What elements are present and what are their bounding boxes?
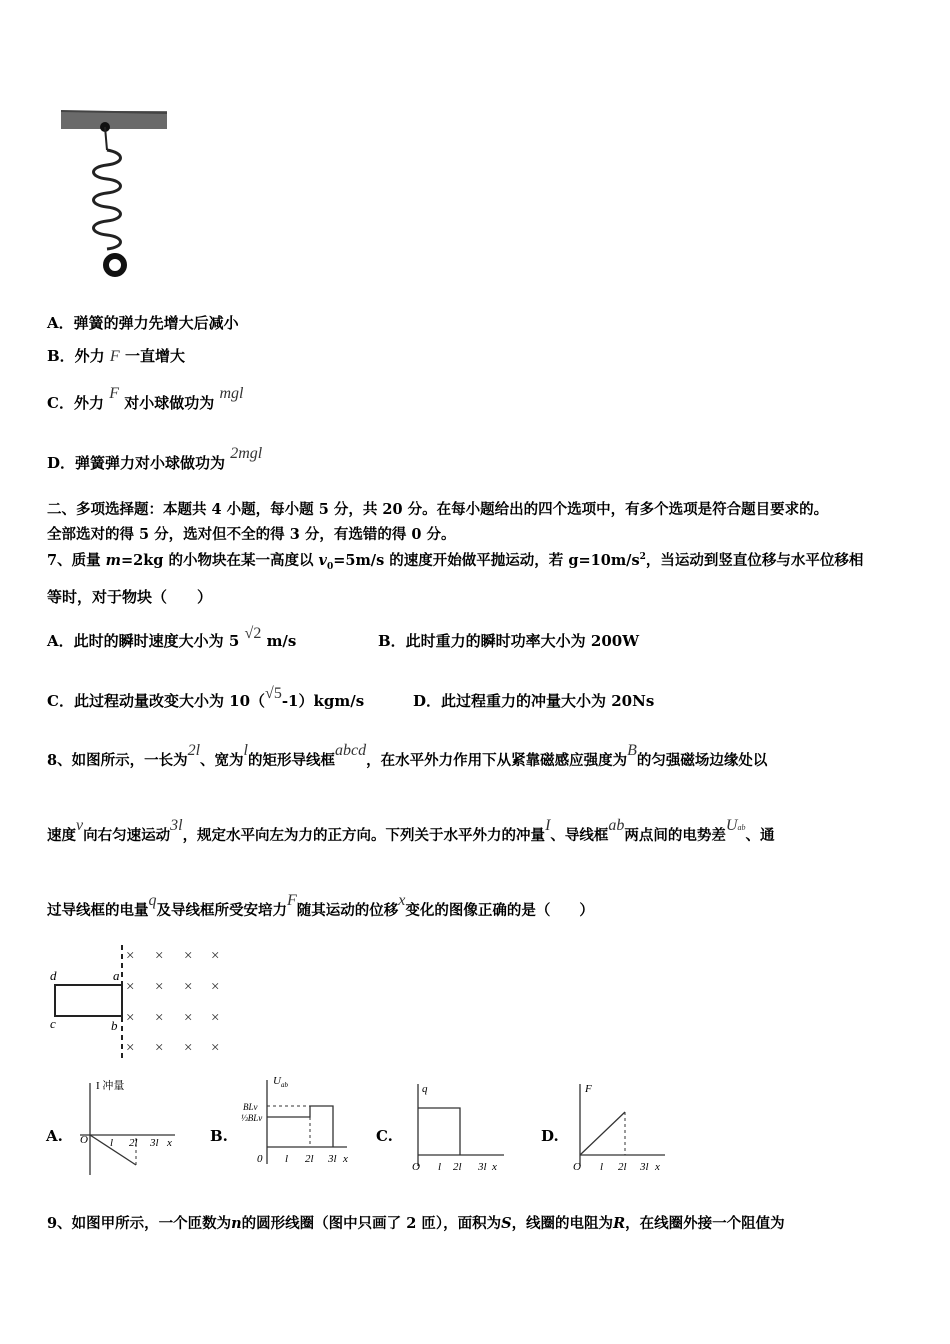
q8-text: 速度 — [47, 827, 76, 844]
cross: × — [184, 1010, 193, 1026]
corner-c: c — [50, 1016, 56, 1031]
q6-option-c-mid: 对小球做功为 — [124, 394, 215, 412]
q7-option-a — [47, 625, 297, 651]
q8-var: l — [243, 742, 248, 759]
q6-option-a: A．弹簧的弹力先增大后减小 — [47, 314, 239, 332]
q8-var: abcd — [335, 742, 367, 759]
graph-b-origin: 0 — [257, 1153, 263, 1165]
cross: × — [211, 1040, 220, 1056]
q9-text: ，在线圈外接一个阻值为 — [625, 1215, 785, 1232]
q6-option-c-pre: C．外力 — [47, 394, 104, 412]
q8-text: 变化的图像正确的是（ ） — [405, 902, 594, 919]
q8-text: 、通 — [745, 827, 775, 844]
graph-c-tick-3l: 3l — [478, 1161, 487, 1173]
graph-b-ylabel-sub: ab — [280, 1081, 288, 1089]
graph-c-ylabel: q — [422, 1083, 428, 1095]
q8-text: 的矩形导线框 — [248, 752, 335, 769]
q6-option-b-var: F — [109, 348, 120, 365]
q7-option-a-unit: m/s — [266, 632, 297, 650]
q7-option-a-root: √2 — [244, 625, 262, 642]
graph-d-tick-3l: 3l — [640, 1161, 649, 1173]
q8-option-d-label: D. — [541, 1127, 559, 1145]
q7-text-4: ，当运动到竖直位移与水平位移相 — [645, 552, 864, 569]
corner-a: a — [113, 968, 120, 983]
q6-option-d-pre: D．弹簧弹力对小球做功为 — [47, 454, 226, 472]
q7-velocity-var: v — [318, 552, 327, 569]
q8-field-figure — [45, 940, 245, 1065]
q8-var: F — [287, 892, 297, 909]
q8-graph-b — [235, 1072, 355, 1172]
q8-graph-a — [75, 1075, 185, 1180]
q9-text: 9、如图甲所示，一个匝数为 — [47, 1215, 232, 1232]
graph-a-ylabel: I 冲量 — [96, 1080, 125, 1092]
graph-d-line — [580, 1112, 625, 1155]
cross: × — [155, 1010, 164, 1026]
q9-var-r: R — [613, 1215, 626, 1232]
q8-text: 随其运动的位移 — [296, 902, 399, 919]
graph-a-tick-2l: 2l — [129, 1137, 138, 1149]
q6-option-d-expr: 2mgl — [230, 445, 263, 462]
spring-figure — [55, 105, 175, 285]
q6-option-c-var: F — [109, 385, 119, 402]
q8-var: ab — [608, 817, 625, 834]
q8-var: v — [76, 817, 84, 834]
q7-square: 2 — [639, 552, 646, 563]
graph-d-tick-2l: 2l — [618, 1161, 627, 1173]
section2-line2: 全部选对的得 5 分，选对但不全的得 3 分，有选错的得 0 分。 — [47, 526, 456, 543]
q8-var: U — [725, 817, 738, 834]
q8-text: 、导线框 — [550, 827, 609, 844]
q8-stem-line3 — [47, 892, 594, 920]
cross: × — [211, 948, 220, 964]
cross: × — [155, 979, 164, 995]
graph-b-line — [267, 1106, 333, 1147]
graph-b-ylabel-main: U — [273, 1075, 281, 1087]
q7-option-a-pre: A．此时的瞬时速度大小为 5 — [47, 632, 240, 650]
graph-a-tick-3l: 3l — [150, 1137, 159, 1149]
q9-text: ，线圈的电阻为 — [511, 1215, 614, 1232]
q8-text: 8、如图所示，一长为 — [47, 752, 188, 769]
graph-b-y1: BLv — [243, 1102, 258, 1112]
q7-option-c-post: -1）kgm/s — [281, 692, 365, 710]
q7-stem-line2: 等时，对于物块（ ） — [47, 588, 213, 606]
q7-stem-line1 — [47, 549, 863, 572]
q8-var: 3l — [170, 817, 183, 834]
q8-graph-d — [565, 1078, 675, 1178]
ball — [106, 256, 124, 274]
q8-text: ，规定水平向左为力的正方向。下列关于水平外力的冲量 — [182, 827, 546, 844]
q8-text: 及导线框所受安培力 — [156, 902, 287, 919]
q8-var: x — [398, 892, 406, 909]
q8-text: 过导线框的电量 — [47, 902, 149, 919]
graph-d-tick-l: l — [600, 1161, 604, 1173]
field-crosses — [126, 948, 219, 1056]
graph-d-ylabel: F — [585, 1083, 592, 1095]
cross: × — [211, 979, 220, 995]
q7-text-2: =2kg 的小物块在某一高度以 — [120, 552, 319, 569]
graph-c-xlabel: x — [492, 1161, 497, 1173]
cross: × — [126, 1010, 135, 1026]
q7-option-d: D．此过程重力的冲量大小为 20Ns — [413, 692, 655, 710]
graph-c-tick-2l: 2l — [453, 1161, 462, 1173]
q7-option-c — [47, 685, 365, 711]
q8-var: B — [627, 742, 637, 759]
q6-option-b-post: 一直增大 — [124, 347, 185, 365]
graph-b-tick-2l: 2l — [305, 1153, 314, 1165]
cross: × — [184, 979, 193, 995]
q6-option-d — [47, 445, 263, 473]
q9-text: 的圆形线圈（图中只画了 2 匝），面积为 — [241, 1215, 502, 1232]
q8-option-c-label: C. — [376, 1127, 393, 1145]
corner-d: d — [50, 968, 57, 983]
q8-option-b-label: B. — [210, 1127, 228, 1145]
graph-b-xlabel: x — [343, 1153, 348, 1165]
graph-b-ylabel — [273, 1075, 288, 1089]
q8-var-sub: ab — [737, 822, 746, 832]
graph-a-xlabel: x — [167, 1137, 172, 1149]
q9-var-n: n — [231, 1215, 242, 1232]
q7-option-c-root: √5 — [265, 685, 282, 702]
q8-stem-line2 — [47, 817, 775, 846]
graph-c-line — [418, 1108, 460, 1155]
q9-var-s: S — [501, 1215, 512, 1232]
q8-var: q — [148, 892, 157, 909]
q7-text-3: =5m/s 的速度开始做平抛运动，若 g=10m/s — [333, 552, 640, 569]
cross: × — [211, 1010, 220, 1026]
spring-coil — [94, 150, 121, 249]
q6-option-b-pre: B．外力 — [47, 347, 105, 365]
q7-mass-var: m — [105, 552, 121, 569]
q6-option-b — [47, 345, 185, 366]
cross: × — [126, 1040, 135, 1056]
graph-b-y2: ⅓BLv — [241, 1113, 263, 1123]
q8-var: 2l — [187, 742, 201, 759]
graph-c-origin: O — [412, 1161, 420, 1173]
cross: × — [184, 948, 193, 964]
cross: × — [155, 1040, 164, 1056]
graph-a-tick-l: l — [110, 1137, 114, 1149]
cross: × — [184, 1040, 193, 1056]
graph-d-origin: O — [573, 1161, 581, 1173]
q6-option-c — [47, 385, 244, 413]
q7-option-b: B．此时重力的瞬时功率大小为 200W — [378, 632, 640, 650]
q8-text: 的匀强磁场边缘处以 — [636, 752, 768, 769]
q8-option-a-label: A. — [46, 1127, 63, 1145]
q8-text: 、宽为 — [200, 752, 244, 769]
cross: × — [155, 948, 164, 964]
graph-d-xlabel: x — [655, 1161, 660, 1173]
corner-b: b — [111, 1018, 118, 1033]
q7-text-1: 7、质量 — [47, 552, 106, 569]
q8-text: 两点间的电势差 — [624, 827, 726, 844]
cross: × — [126, 948, 135, 964]
graph-b-tick-l: l — [285, 1153, 289, 1165]
q6-option-c-expr: mgl — [219, 385, 244, 402]
cross: × — [126, 979, 135, 995]
q8-text: 向右匀速运动 — [83, 827, 171, 844]
graph-b-tick-3l: 3l — [328, 1153, 337, 1165]
wire-frame — [55, 985, 122, 1016]
graph-a-origin: O — [80, 1134, 88, 1146]
q8-graph-c — [400, 1078, 510, 1178]
q9-stem-line1 — [47, 1212, 785, 1233]
q7-option-c-pre: C．此过程动量改变大小为 10（ — [47, 692, 266, 710]
q8-var: I — [545, 817, 551, 834]
graph-c-tick-l: l — [438, 1161, 442, 1173]
section2-line1: 二、多项选择题：本题共 4 小题，每小题 5 分，共 20 分。在每小题给出的四个选项中，有多个选项是符合题目要求的。 — [47, 501, 829, 518]
q8-stem-line1 — [47, 742, 768, 770]
q7-velocity-sub: 0 — [326, 561, 334, 572]
q8-text: ，在水平外力作用下从紧靠磁感应强度为 — [366, 752, 628, 769]
